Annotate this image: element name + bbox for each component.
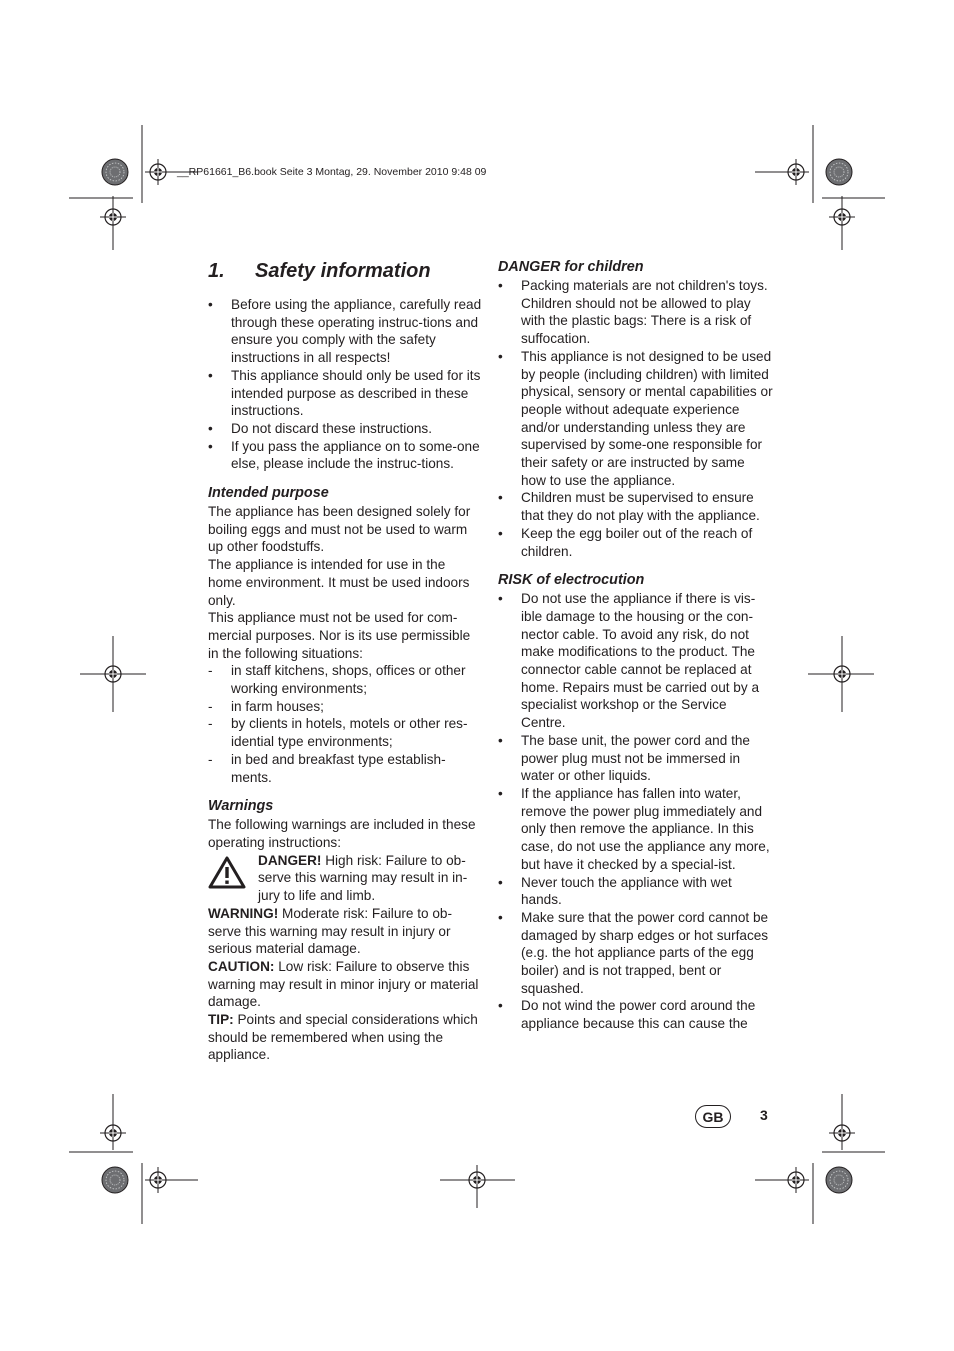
intended-purpose-paragraph: This appliance must not be used for com-mercial purposes. Nor is its use permissible in the following situations:	[208, 610, 471, 661]
registration-mark-icon	[100, 204, 126, 230]
list-item: • If you pass the appliance on to some-one else, please include the instruc-tions.	[208, 438, 480, 472]
intended-purpose-paragraph: The appliance has been designed solely for boiling eggs and must not be used to warm up other foodstuffs.	[208, 504, 471, 555]
risk-electrocution-list	[498, 590, 773, 1033]
tip-label: TIP:	[208, 1012, 234, 1028]
caution-description: CAUTION: Low risk: Failure to observe this warning may result in minor injury or material damage.	[208, 958, 479, 1010]
color-target-icon	[102, 159, 128, 185]
danger-children-heading: DANGER for children	[498, 259, 644, 275]
warning-triangle-icon	[208, 852, 252, 894]
list-item: • Do not use the appliance if there is vis-ible damage to the housing or the con-nector cable. To avoid any risk, do not make modifications to the product. The connector cable cannot be replaced at home. Repairs must be carried out by a specialist workshop or the Service Centre.	[498, 591, 760, 731]
danger-children-list	[498, 277, 773, 560]
danger-label: DANGER!	[258, 852, 322, 868]
list-item: • If the appliance has fallen into water, remove the power plug immediately and only then remove the appliance. In this case, do not use the appliance any more, but have it checked by a special-ist.	[498, 785, 770, 872]
intended-purpose-heading: Intended purpose	[208, 485, 329, 502]
color-target-icon	[826, 159, 852, 185]
list-item: - in farm houses;	[208, 698, 324, 714]
warning-description: WARNING! Moderate risk: Failure to ob-serve this warning may result in injury or serious material damage.	[208, 905, 452, 957]
language-badge: GB	[695, 1105, 731, 1128]
list-item: • Packing materials are not children's toys. Children should not be allowed to play with the plastic bags: There is a risk of suffocation.	[498, 278, 768, 347]
registration-mark-icon	[464, 1167, 490, 1193]
registration-mark-icon	[145, 1167, 171, 1193]
section-number: 1.	[208, 260, 225, 282]
right-column	[498, 258, 773, 1033]
intended-purpose-paragraph: The appliance is intended for use in the home environment. It must be used indoors only.	[208, 557, 470, 608]
danger-notice	[208, 852, 483, 905]
situations-list	[208, 662, 483, 786]
registration-mark-icon	[100, 661, 126, 687]
list-item: - in staff kitchens, shops, offices or other working environments;	[208, 663, 466, 697]
warnings-intro: The following warnings are included in these operating instructions:	[208, 817, 476, 850]
registration-mark-icon	[829, 1120, 855, 1146]
registration-mark-icon	[100, 1120, 126, 1146]
registration-mark-icon	[829, 204, 855, 230]
list-item: • The base unit, the power cord and the power plug must not be immersed in water or other liquids.	[498, 732, 750, 784]
registration-mark-icon	[783, 159, 809, 185]
registration-mark-icon	[829, 661, 855, 687]
left-column	[208, 258, 483, 1064]
list-item: • Never touch the appliance with wet hands.	[498, 874, 732, 908]
section-heading	[208, 258, 483, 284]
list-item: • Make sure that the power cord cannot be damaged by sharp edges or hot surfaces (e.g. the hot appliance parts of the egg boiler) and is not trapped, bent or squashed.	[498, 909, 769, 996]
list-item: • Children must be supervised to ensure that they do not play with the appliance.	[498, 490, 760, 524]
intro-bullet-list	[208, 296, 483, 473]
warning-label: WARNING!	[208, 905, 279, 921]
section-title: Safety information	[255, 260, 431, 282]
list-item: • This appliance should only be used for its intended purpose as described in these instructions.	[208, 367, 481, 419]
list-item: • Before using the appliance, carefully read through these operating instruc-tions and ensure you comply with the safety instructions in all respects!	[208, 297, 482, 366]
registration-mark-icon	[145, 159, 171, 185]
list-item: • Keep the egg boiler out of the reach of children.	[498, 525, 753, 559]
tip-description: TIP: Points and special considerations which should be remembered when using the appliance.	[208, 1012, 478, 1063]
caution-label: CAUTION:	[208, 958, 275, 974]
page-number: 3	[760, 1107, 768, 1123]
list-item: • Do not discard these instructions.	[208, 420, 432, 436]
risk-electrocution-heading: RISK of electrocution	[498, 572, 645, 589]
danger-description: DANGER! High risk: Failure to ob-serve this warning may result in in-jury to life and limb.	[258, 852, 468, 904]
list-item: • Do not wind the power cord around the appliance because this can cause the	[498, 998, 756, 1032]
registration-mark-icon	[783, 1167, 809, 1193]
list-item: - by clients in hotels, motels or other res-idential type environments;	[208, 716, 468, 750]
print-header: __RP61661_B6.book Seite 3 Montag, 29. November 2010 9:48 09	[177, 166, 487, 178]
warnings-heading: Warnings	[208, 798, 274, 815]
list-item: • This appliance is not designed to be used by people (including children) with limited physical, sensory or mental capabilities or people without adequate experience and/or understanding unless they are supervised by some-one responsible for their safety or are instructed by same how to use the appliance.	[498, 348, 773, 488]
color-target-icon	[826, 1167, 852, 1193]
color-target-icon	[102, 1167, 128, 1193]
list-item: - in bed and breakfast type establish-ments.	[208, 751, 446, 785]
